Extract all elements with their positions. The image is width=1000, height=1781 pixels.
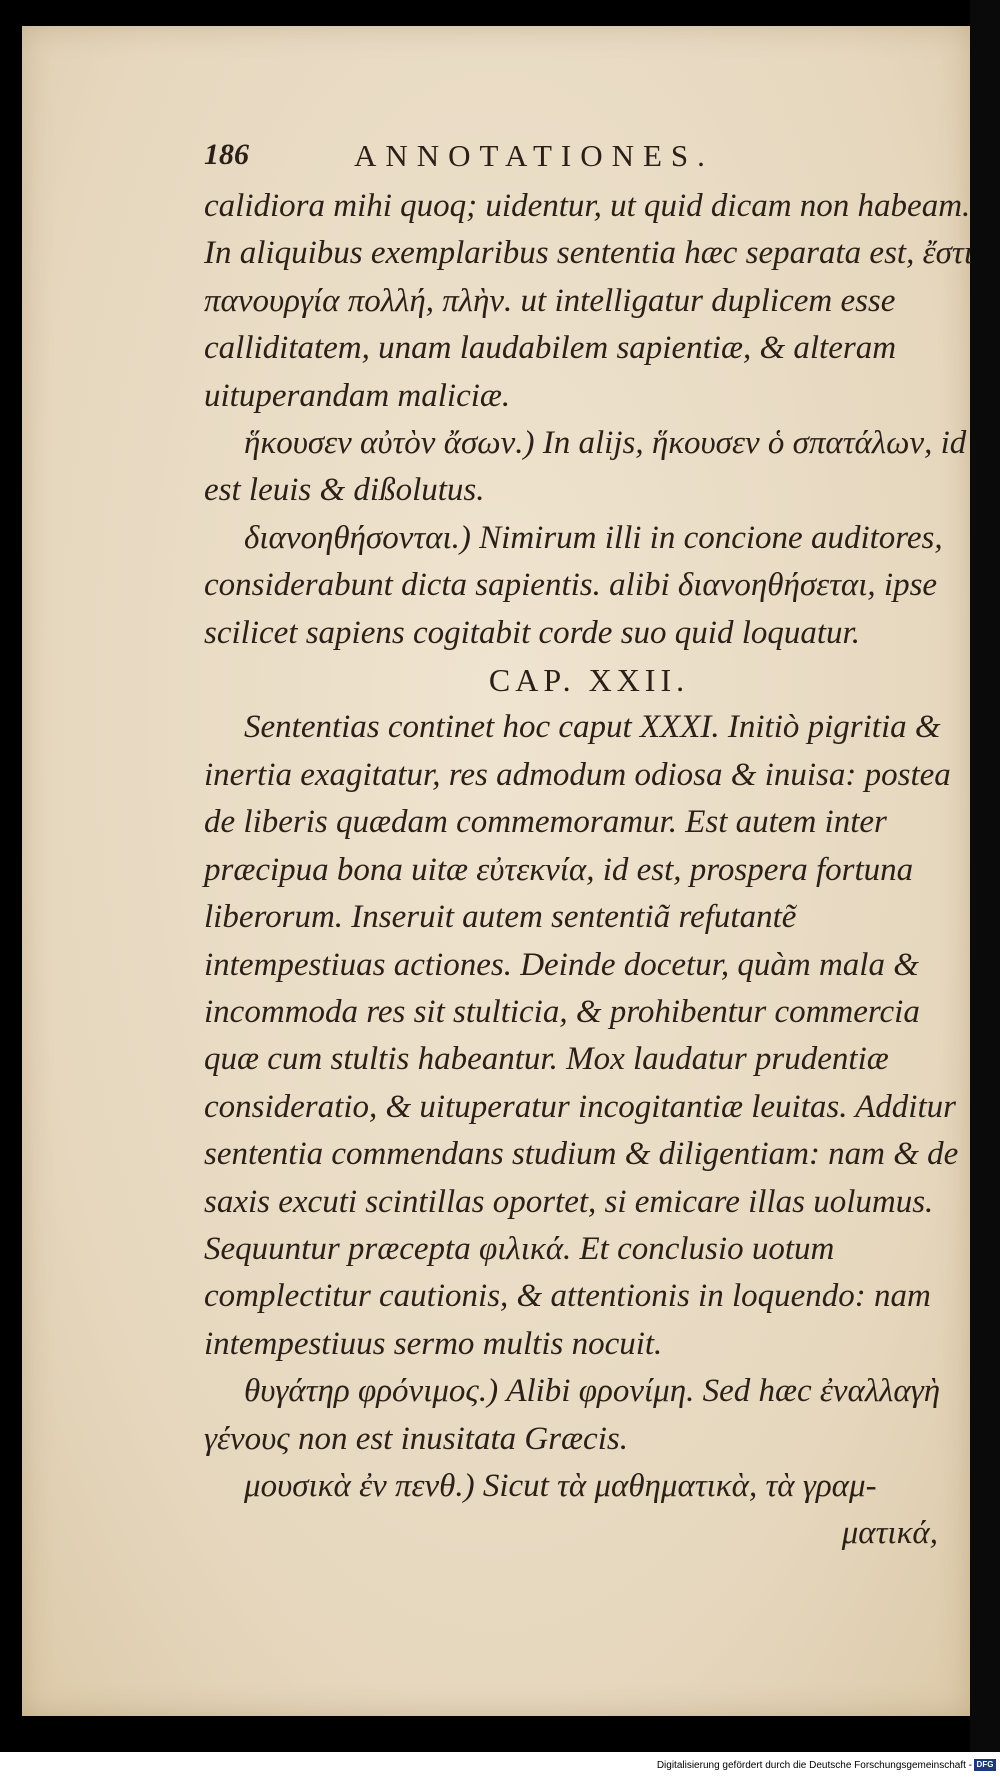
running-title: ANNOTATIONES. [354,138,714,173]
paragraph-5: θυγάτηρ φρόνιμος.) Alibi φρονίμη. Sed hæc ἐναλλαγὴ γένους non est inusitata Græcis. [204,1373,941,1457]
scan-edge [970,0,1000,1752]
page-header [204,138,854,178]
paragraph-4: Sententias continet hoc caput XXXI. Initiò pigritia & inertia exagitatur, res admodum odiosa & inuisa: postea de liberis quædam commemoramur. Est autem inter præcipua bona uitæ εὐτεκνία, id est, prospera fortuna liberorum. Inseruit autem sententiã refutantẽ intempestiuas actiones. Deinde docetur, quàm mala & incommoda res sit stulticia, & prohibentur commercia quæ cum stultis habeantur. Mox laudatur prudentiæ consideratio, & uituperatur incogitantiæ leuitas. Additur sententia commendans studium & diligentiam: nam & de saxis excuti scintillas oportet, si emicare illas uolumus. Sequuntur præcepta φιλικά. Et conclusio uotum complectitur cautionis, & attentionis in loquendo: nam intempestiuus sermo multis nocuit. [204,709,959,1362]
paragraph-2: ἥκουσεν αὐτὸν ἄσων.) In alijs, ἥκουσεν ὁ σπατάλων, id est leuis & dißolutus. [204,425,967,509]
dfg-logo: DFG [974,1759,996,1771]
digitization-footer [0,1752,1000,1781]
chapter-heading: CAP. XXII. [488,662,690,699]
page-text [204,183,974,1558]
footer-credit: Digitalisierung gefördert durch die Deutsche Forschungsgemeinschaft - [656,1760,972,1771]
paragraph-3: διανοηθήσονται.) Nimirum illi in concione auditores, considerabunt dicta sapientis. alibi διανοηθήσεται, ipse scilicet sapiens cogitabit corde suo quid loquatur. [204,519,943,651]
paragraph-1: calidiora mihi quoq; uidentur, ut quid dicam non habeam. In aliquibus exemplaribus sententia hæc separata est, ἔστι πανουργία πολλή, πλὴν. ut intelligatur duplicem esse calliditatem, unam laudabilem sapientiæ, & alteram uituperandam maliciæ. [204,188,973,414]
page-number: 186 [204,138,249,171]
paragraph-6: μουσικὰ ἐν πενθ.) Sicut τὰ μαθηματικὰ, τὰ γραμ- [244,1467,877,1504]
catchword: ματικά, [841,1515,938,1552]
